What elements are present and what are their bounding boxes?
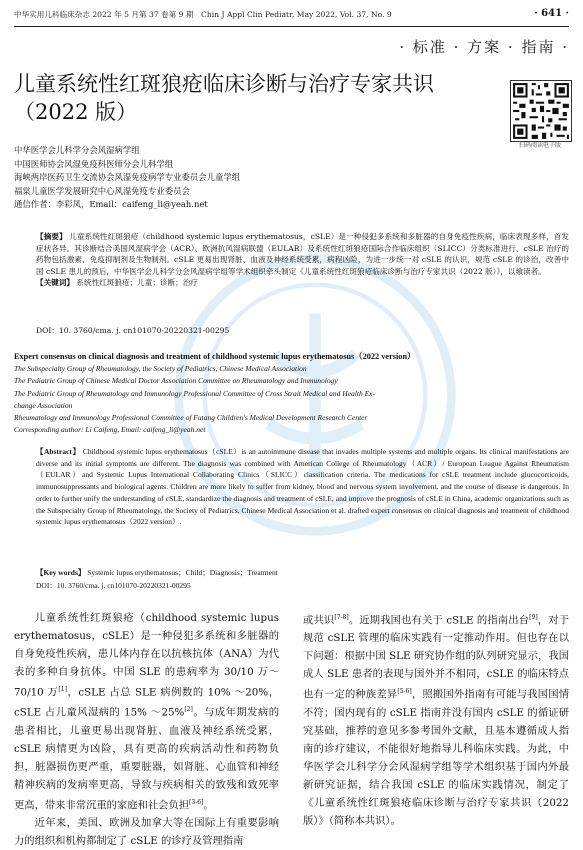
organization-line: 海峡两岸医药卫生交流协会风湿免疫病学专业委员会儿童学组 — [14, 172, 241, 182]
organization-line: 福棠儿童医学发展研究中心风湿免疫专业委员会 — [14, 185, 190, 196]
qr-caption: 扫码阅读电子版 — [518, 142, 561, 149]
abstract-text: 儿童系统性红斑狼疮（childhood systemic lupus erythematosus，cSLE）是一种侵犯多系统和多脏器的自身免疫性疾病，临床表现多样，首发症状各异。其诊断结合美国风湿病学会（ACR）、欧洲抗风湿病联盟（EULAR）及系统性红斑狼疮国际合作临床组织（SLICC）分类标准进行，cSLE 治疗的药物包括激素、免疫抑制剂及生物制剂。cSLE 更易出现肾脏、血液及神经系统受累，病程凶险，为进一步统一对 cSLE 的认识，规范 cSLE 的诊治，改善中国 cSLE 患儿的预后，中华医学会儿科学分会风湿病学组等学术组织牵头制定《儿童系统性红斑狼疮临床诊断与治疗专家共识（2022 版）》，以飨读者。 — [36, 232, 570, 276]
body-column-right — [303, 609, 569, 830]
journal-header-text: 中华实用儿科临床杂志 2022 年 5 月第 37 卷第 9 期 Chin J Appl Clin Pediatr, May 2022, Vol. 37, No. 9 — [14, 10, 392, 19]
section-tag: · 标准 · 方案 · 指南 · — [399, 38, 569, 56]
citation: [3-6] — [189, 798, 204, 806]
keywords-text: 系统性红斑狼疮；儿童；诊断；治疗 — [76, 278, 198, 288]
affiliation-line: Rheumatology and Immunology Professional Committee of Futang Children's Medical Development Research Center — [14, 413, 368, 423]
chinese-abstract — [36, 231, 569, 289]
keywords-text-en: Systemic lupus erythematosus；Child；Diagnosis；Treatment — [87, 568, 278, 577]
organization-line: 中华医学会儿科学分会风湿病学组 — [14, 145, 140, 155]
body-paragraph: 或共识[7-8]。近期我国也有关于 cSLE 的指南出台[9]，对于规范 cSLE 管理的临床实践有一定推动作用。但也存在以下问题：根据中国 SLE 研究协作组的队列研究显示，我国成人 SLE 患者的表现与国外并不相同，cSLE 的临床特点也有一定的种族差异[5-6]，照搬国外指南有可能与我国国情不符；国内现有的 cSLE 指南并没有国内 cSLE 的循证研究基础，推荐的意见多参考国外文献，且基本遵循成人指南的诊疗建议，不能很好地指导儿科临床实践。为此，中华医学会儿科学分会风湿病学组等学术组织基于国内外最新研究证据，结合我国 cSLE 的临床实践情况，制定了《儿童系统性红斑狼疮临床诊断与治疗专家共识（2022 版）》（简称本共识）。 — [303, 614, 570, 827]
author-organizations — [14, 144, 484, 212]
abstract-label: 【摘要】 — [36, 232, 67, 241]
journal-header-bar — [14, 6, 569, 27]
affiliation-line: The Subspecialty Group of Rheumatology, the Society of Pediatrics, Chinese Medical Association — [14, 364, 307, 373]
body-paragraph: 儿童系统性红斑狼疮（childhood systemic lupus erythematosus，cSLE）是一种侵犯多系统和多脏器的自身免疫性疾病，患儿体内存在以抗核抗体（ANA）为代表的多种自身抗体。中国 SLE 的患病率为 30/10 万～70/10 万[1]，cSLE 占总 SLE 病例数的 10% ～20%，cSLE 占儿童风湿病的 15% ～25%[2]。与成年期发病的患者相比，儿童更易出现肾脏、血液及神经系统受累，cSLE 病情更为凶险，具有更高的疾病活动性和药物负担，脏器损伤更严重，重要脏器，如肾脏、心血管和神经精神疾病的发病率更高，导致与疾病相关的致残和致死率更高，带来非常沉重的家庭和社会负担[3-6]。 — [14, 612, 279, 812]
page-number: · 641 · — [534, 8, 569, 19]
affiliation-line: The Pediatric Group of Rheumatology and Immunology Professional Committee of Cross Strait Medical and Health Ex- — [14, 388, 375, 398]
english-doi: DOI：10. 3760/cma. j. cn101070-20220321-00295 — [36, 581, 191, 590]
citation: [2] — [184, 706, 193, 714]
english-affiliations — [14, 363, 569, 437]
title-line-1: 儿童系统性红斑狼疮临床诊断与治疗专家共识 — [14, 72, 434, 96]
english-abstract — [36, 446, 569, 528]
body-paragraph: 近年来，美国、欧洲及加拿大等在国际上有重要影响力的组织和机构都制定了 cSLE 的诊疗及管理指南 — [14, 817, 279, 848]
keywords-label-en: 【Key words】 — [36, 568, 86, 577]
organization-line: 中国医师协会风湿免疫科医师分会儿科学组 — [14, 158, 174, 169]
abstract-label-en: 【Abstract】 — [36, 447, 81, 456]
citation: [9] — [529, 614, 538, 621]
abstract-text-en: Childhood systemic lupus erythematosus（cSLE）is an autoimmune disease that invades multiple systems and multiple organs. Its clinical manifestations are diverse and its initial symptoms are different. The diagnosis was combined with American College of Rheumatology（ACR）/ European League Against Rheumatism（EULAR）and Systemic Lupus International Collaborating Clinics（SLICC）classification criteria. The medications for cSLE treatment include glucocorticoids, immunosuppressants and biological agents. Children are more likely to suffer from kidney, blood and nervous system involvement, and the course of disease is dangerous. In order to further unify the understanding of cSLE, standardize the diagnosis and treatment of cSLE, and improve the prognosis of cSLE in China, academic organizations such as the Subspecialty Group of Rheumatology, the Society of Pediatrics, Chinese Medical Association et al. drafted expert consensus on clinical diagnosis and treatment of childhood systemic lupus erythematosus（2022 version）. — [36, 447, 570, 527]
corresponding-author-en: Corresponding author: Li Caifeng, Email: caifeng_li@yeah.net — [14, 425, 206, 435]
english-title: Expert consensus on clinical diagnosis and treatment of childhood systemic lupus erythematosus（2022 version） — [14, 352, 416, 361]
affiliation-line: The Pediatric Group of Chinese Medical Doctor Association Committee on Rheumatology and Immunology — [14, 376, 338, 386]
citation: [7-8] — [334, 614, 349, 621]
corresponding-author: 通信作者：李彩凤，Email：caifeng_li@yeah.net — [14, 199, 208, 209]
affiliation-line: change Association — [14, 400, 73, 410]
citation: [5-6] — [397, 688, 412, 696]
english-keywords — [36, 567, 278, 578]
qr-code-icon[interactable] — [510, 80, 572, 142]
keywords-label: 【关键词】 — [36, 278, 74, 288]
citation: [1] — [58, 686, 67, 693]
chinese-doi: DOI：10. 3760/cma. j. cn101070-20220321-00295 — [36, 326, 230, 335]
article-title — [14, 70, 484, 126]
title-line-2: （2022 版） — [14, 100, 138, 124]
body-column-left — [14, 609, 279, 850]
